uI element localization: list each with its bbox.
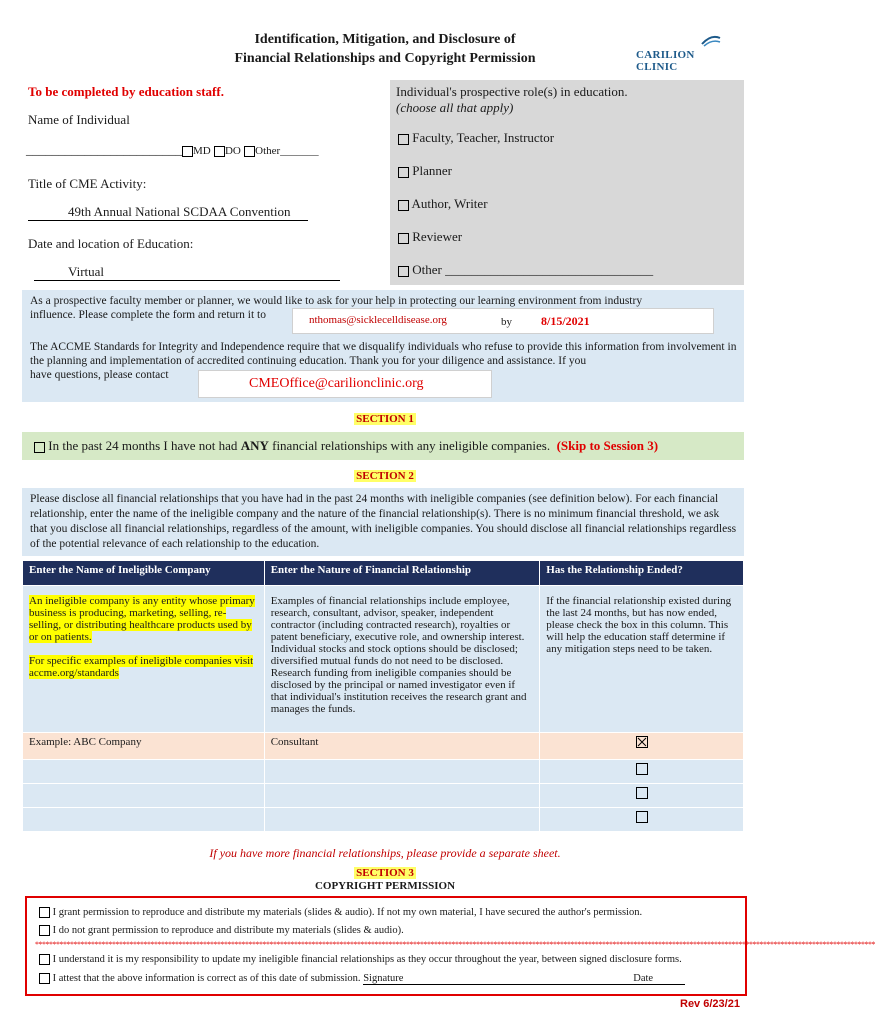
section-1-bar — [22, 432, 744, 460]
other-checkbox[interactable] — [244, 146, 255, 157]
signature-field[interactable]: Signature — [363, 973, 601, 985]
name-label: Name of Individual — [28, 112, 130, 127]
ended-checkbox[interactable] — [636, 763, 648, 775]
name-field[interactable]: ________________________ — [26, 142, 182, 157]
revision-label: Rev 6/23/21 — [680, 998, 740, 1010]
grant-permission-option[interactable]: I grant permission to reproduce and distribute my materials (slides & audio). If not my own material, I have secured the author's permission. — [39, 907, 642, 918]
cme-title-label: Title of CME Activity: — [28, 176, 147, 191]
deny-permission-option[interactable]: I do not grant permission to reproduce and distribute my materials (slides & audio). — [39, 925, 404, 936]
staff-note: To be completed by education staff. — [28, 84, 224, 99]
nature-input[interactable] — [264, 760, 540, 784]
md-checkbox[interactable] — [182, 146, 193, 157]
table-row — [23, 760, 744, 784]
section-3-label: SECTION 3 — [356, 867, 414, 879]
cme-title-field[interactable]: 49th Annual National SCDAA Convention — [28, 204, 308, 221]
role-planner[interactable]: Planner — [398, 163, 452, 179]
table-info-row — [23, 586, 744, 733]
form-title: Identification, Mitigation, and Disclosure of Financial Relationships and Copyright Permission — [234, 32, 536, 66]
section-1-label: SECTION 1 — [356, 413, 414, 425]
nature-input[interactable] — [264, 808, 540, 832]
checked-box-icon — [636, 736, 648, 748]
date-field[interactable]: Date — [601, 973, 685, 985]
roles-subheading: (choose all that apply) — [396, 100, 514, 115]
intro-paragraph: As a prospective faculty member or planner, we would like to ask for your help in protecting our learning environment from industry influence. Please complete the form and return it to — [30, 295, 643, 321]
accme-paragraph: The ACCME Standards for Integrity and Independence require that we disqualify individuals who refuse to provide this information from involvement in the planning and implementation of accredited continuing education. Thank you for your diligence and assistance. If you have questions, please contact — [30, 341, 737, 381]
copyright-box — [25, 896, 875, 996]
deny-checkbox[interactable] — [39, 925, 50, 936]
example-company: Example: ABC Company — [23, 733, 265, 760]
logo-swoosh-icon — [700, 34, 722, 48]
understand-checkbox[interactable] — [39, 954, 50, 965]
role-checkbox[interactable] — [398, 167, 409, 178]
financial-relationships-table — [22, 560, 744, 832]
roles-panel — [390, 80, 744, 285]
relationship-examples: Examples of financial relationships include employee, research, consultant, advisor, speaker, independent contractor (including contracted research), royalties or patent beneficiary, executive role, and ownership interest. Individual stocks and stock options should be disclosed; diversified mutual funds do not need to be disclosed. Research funding from ineligible companies should be disclosed by the principal or named investigator even if that individual's institution receives the research grant and manages the funds. — [264, 586, 540, 733]
roles-heading: Individual's prospective role(s) in education. — [396, 84, 628, 99]
role-checkbox[interactable] — [398, 200, 409, 211]
ended-checkbox[interactable] — [636, 787, 648, 799]
role-checkbox[interactable] — [398, 134, 409, 145]
company-input[interactable] — [23, 808, 265, 832]
nature-input[interactable] — [264, 784, 540, 808]
example-nature: Consultant — [264, 733, 540, 760]
copyright-heading: COPYRIGHT PERMISSION — [314, 880, 456, 892]
column-header: Enter the Name of Ineligible Company — [23, 561, 265, 586]
contact-email-field[interactable]: CMEOffice@carilionclinic.org — [198, 370, 492, 398]
company-input[interactable] — [23, 784, 265, 808]
role-other[interactable]: Other ________________________________ — [398, 262, 653, 278]
no-relationships-checkbox[interactable] — [34, 442, 45, 453]
table-row — [23, 808, 744, 832]
role-checkbox[interactable] — [398, 233, 409, 244]
table-header-row — [23, 561, 744, 586]
attest-option[interactable]: I attest that the above information is correct as of this date of submission. Signature Date — [39, 973, 685, 985]
ended-checkbox[interactable] — [636, 811, 648, 823]
name-row: ________________________ MD DO Other_______ — [26, 142, 319, 157]
ineligible-company-definition: An ineligible company is any entity whose primary business is producing, marketing, selling, re-selling, or distributing healthcare products used by or on patients. For specific examples of ineligible companies visit accme.org/standards — [23, 586, 265, 733]
role-faculty[interactable]: Faculty, Teacher, Instructor — [398, 130, 554, 146]
more-relationships-note: If you have more financial relationships, please provide a separate sheet. — [209, 846, 561, 860]
role-reviewer[interactable]: Reviewer — [398, 229, 462, 245]
intro-box — [22, 290, 744, 402]
staff-panel — [22, 80, 382, 285]
table-row — [23, 784, 744, 808]
table-row — [23, 733, 744, 760]
grant-checkbox[interactable] — [39, 907, 50, 918]
section-2-instructions: Please disclose all financial relationships that you have had in the past 24 months with ineligible companies (see definition below). For each financial relationship, enter the name of the ineligible company and the nature of the financial relationship(s). There is no minimum financial threshold, we ask that you disclose all financial relationships, regardless of the amount, with ineligible companies. You should disclose all financial relationships regardless of the potential relevance of each relationship to the education. — [22, 488, 744, 556]
column-header: Has the Relationship Ended? — [540, 561, 744, 586]
carilion-logo: CARILION CLINIC — [632, 34, 732, 64]
company-input[interactable] — [23, 760, 265, 784]
example-ended-cell — [540, 733, 744, 760]
date-location-label: Date and location of Education: — [28, 236, 194, 251]
attest-checkbox[interactable] — [39, 973, 50, 984]
date-location-field[interactable]: Virtual — [34, 264, 340, 281]
no-relationships-option[interactable]: In the past 24 months I have not had ANY financial relationships with any ineligible companies. (Skip to Session 3) — [34, 438, 658, 454]
do-checkbox[interactable] — [214, 146, 225, 157]
column-header: Enter the Nature of Financial Relationship — [264, 561, 540, 586]
divider: ************************************************************************************************************************************************************************************************************************************************ — [35, 940, 875, 949]
section-2-label: SECTION 2 — [356, 470, 414, 482]
return-email-field[interactable]: nthomas@sicklecelldisease.org by 8/15/2021 — [292, 308, 714, 334]
ended-instructions: If the financial relationship existed during the last 24 months, but has now ended, please check the box in this column. This will help the education staff determine if any mitigation steps need to be taken. — [540, 586, 744, 733]
role-checkbox[interactable] — [398, 266, 409, 277]
understand-option[interactable]: I understand it is my responsibility to update my ineligible financial relationships as they occur throughout the year, between signed disclosure forms. — [39, 954, 682, 965]
role-author[interactable]: Author, Writer — [398, 196, 488, 212]
